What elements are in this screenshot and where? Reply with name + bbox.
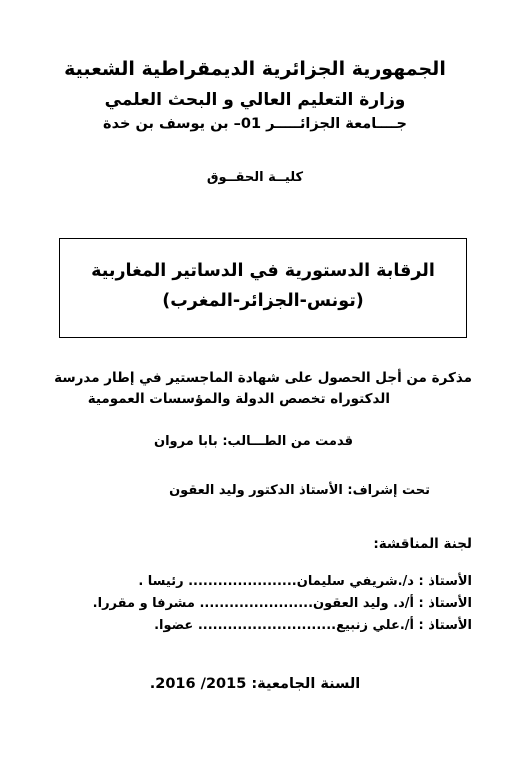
memo-line-2: الدكتوراه تخصص الدولة والمؤسسات العمومية — [87, 391, 390, 407]
committee-member-president: الأستاذ : د/.شريفي سليمان...................... رئيسا . — [138, 574, 472, 589]
student-name: قدمت من الطـــالب: بابا مروان — [153, 434, 353, 449]
committee-member-supervisor: الأستاذ : أ/د. وليد العقون....................... مشرفا و مقررا. — [92, 596, 472, 611]
academic-year: السنة الجامعية: 2015/ 2016. — [149, 676, 361, 692]
thesis-title-box — [59, 238, 467, 338]
faculty-heading: كليــة الحقــوق — [206, 170, 304, 185]
committee-member-examiner: الأستاذ : أ/.علي زنبيع............................ عضوا. — [154, 618, 472, 633]
thesis-subtitle: (تونس-الجزائر-المغرب) — [162, 291, 364, 311]
memo-line-1: مذكرة من أجل الحصول على شهادة الماجستير في إطار مدرسة — [54, 370, 472, 386]
university-heading: جــــامعة الجزائـــــر 01– بن يوسف بن خدة — [103, 116, 407, 132]
supervisor-name: تحت إشراف: الأستاذ الدكتور وليد العقون — [169, 483, 430, 498]
committee-title: لجنة المناقشة: — [373, 536, 472, 552]
thesis-title: الرقابة الدستورية في الدساتير المغاربية — [91, 261, 435, 281]
ministry-heading: وزارة التعليم العالي و البحث العلمي — [104, 90, 406, 110]
republic-heading: الجمهورية الجزائرية الديمقراطية الشعبية — [64, 58, 446, 80]
